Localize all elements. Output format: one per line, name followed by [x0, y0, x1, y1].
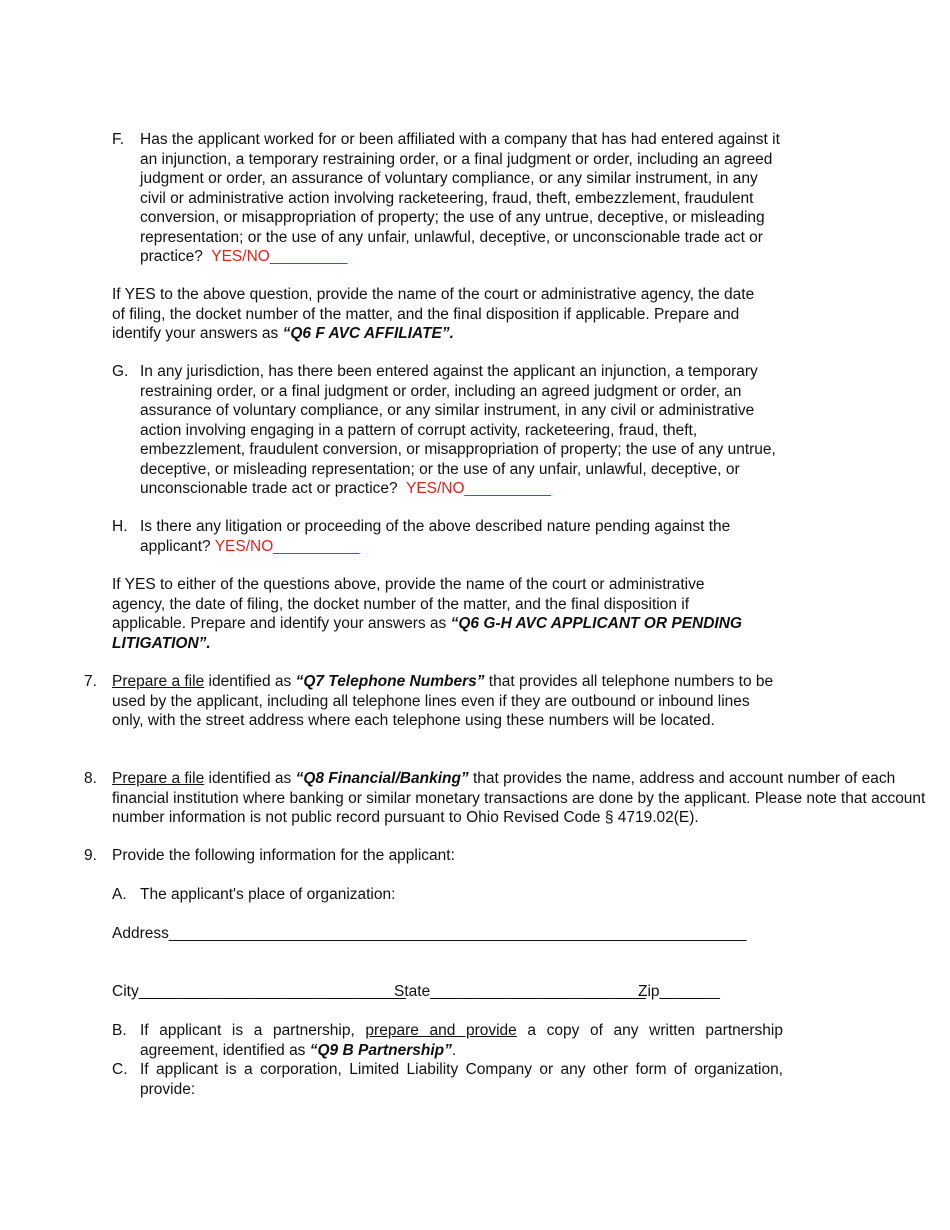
question-8-pre: identified as [208, 770, 292, 787]
question-f-file-name: “Q6 F AVC AFFILIATE”. [282, 325, 454, 342]
question-9b-post: a copy of any written partnership agreement, identified as [140, 1022, 783, 1059]
question-9a-text: The applicant's place of organization: [140, 886, 396, 903]
question-9b-marker: B. [112, 1022, 127, 1039]
address-field[interactable]: Address___________________________________________________________________ [112, 925, 747, 942]
question-h-answer-field[interactable]: YES/NO__________ [214, 537, 360, 555]
question-gh-instructions-text: If YES to either of the questions above, provide the name of the court or administrative agency, the date of filing, the docket number of the matter, and the final disposition if applicable. Prepare and identify your answers as [112, 576, 705, 632]
question-f-marker: F. [112, 131, 125, 148]
question-g-body: In any jurisdiction, has there been entered against the applicant an injunction, a temporary restraining order, or a final judgment or order, including an agreed judgment or order, an assurance of voluntary compliance, or any similar instrument, in any civil or administrative action involving engaging in a pattern of corrupt activity, racketeering, fraud, theft, embezzlement, fraudulent conversion, or misappropriation of property; the use of any untrue, deceptive, or misleading representation; or the use of any unfair, unlawful, deceptive, or unconscionable trade act or practice? [140, 363, 776, 497]
question-7-text [112, 672, 777, 731]
question-g-marker: G. [112, 363, 129, 380]
question-h-body: Is there any litigation or proceeding of the above described nature pending against the applicant? [140, 518, 731, 555]
question-8-marker: 8. [84, 770, 97, 787]
question-8-prepare-link[interactable]: Prepare a file [112, 770, 205, 787]
zip-field[interactable]: Zip_______ [638, 983, 720, 1000]
question-7-file-name: “Q7 Telephone Numbers” [295, 673, 485, 690]
question-9b-pre: If applicant is a partnership, [140, 1022, 355, 1039]
question-g-text [140, 362, 780, 499]
question-f-answer-field[interactable]: YES/NO_________ [211, 248, 348, 265]
question-f-instructions [112, 285, 762, 344]
question-7-prepare-link[interactable]: Prepare a file [112, 673, 205, 690]
question-7-body: that provides all telephone numbers to be used by the applicant, including all telephone lines even if they are outbound or inbound lines only, with the street address where each telephone using these numbers will be located. [112, 673, 774, 729]
question-7-pre: identified as [208, 673, 292, 690]
state-field[interactable]: State_________________________ [394, 983, 646, 1000]
question-8-file-name: “Q8 Financial/Banking” [295, 770, 469, 787]
question-9-marker: 9. [84, 847, 97, 864]
question-9c-marker: C. [112, 1061, 128, 1078]
question-9b-text [140, 1021, 783, 1060]
question-9b-end: . [451, 1041, 457, 1059]
question-9b-file-name: “Q9 B Partnership” [309, 1041, 452, 1059]
question-h-text [140, 517, 780, 556]
question-gh-instructions [112, 575, 752, 653]
question-f-body: Has the applicant worked for or been affiliated with a company that has had entered against it an injunction, a temporary restraining order, or a final judgment or order, including an agreed judgment or order, an assurance of voluntary compliance, or any similar instrument, in any civil or administrative action involving racketeering, fraud, theft, embezzlement, fraudulent conversion, or misappropriation of property; the use of any untrue, deceptive, or misleading representation; or the use of any unfair, unlawful, deceptive, or unconscionable trade act or practice? [140, 131, 780, 265]
question-9c-text: If applicant is a corporation, Limited Liability Company or any other form of organization, provide: [140, 1061, 783, 1098]
question-h-marker: H. [112, 518, 128, 535]
question-f-instructions-text: If YES to the above question, provide the name of the court or administrative agency, the date of filing, the docket number of the matter, and the final disposition if applicable. Prepare and identify your answers as [112, 286, 755, 342]
question-f-text [140, 130, 780, 267]
question-gh-file-name: “Q6 G-H AVC APPLICANT OR PENDING LITIGATION”. [112, 615, 742, 652]
city-field[interactable]: City_______________________________ [112, 983, 406, 1000]
question-g-answer-field[interactable]: YES/NO__________ [405, 480, 551, 497]
question-9b-prepare-link[interactable]: prepare and provide [365, 1022, 517, 1039]
question-8-body: that provides the name, address and account number of each financial institution where banking or similar monetary transactions are done by the applicant. Please note that account number information is not public record pursuant to Ohio Revised Code § 4719.02(E). [112, 770, 926, 826]
question-9a-marker: A. [112, 886, 127, 903]
question-7-marker: 7. [84, 673, 97, 690]
question-8-text [112, 769, 944, 828]
question-9-text: Provide the following information for the applicant: [112, 847, 455, 864]
